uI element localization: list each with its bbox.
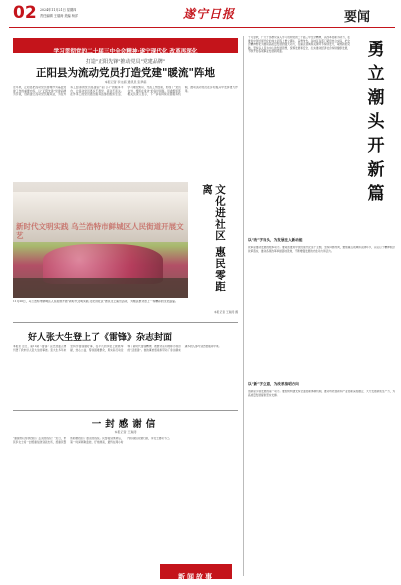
lower-divider [13,322,238,323]
story-2-headline: 好人张大生登上了《雷锋》杂志封面 [28,333,173,343]
right-body-3: 创新是引领发展的第一动力。要加快构建支持全面创新体制机制，推动科技创新和产业创新深度融合，大力发展新质生产力，为高质量发展提供坚实支撑。 [248,390,395,397]
story-2-body: 本报讯 近日，第11期《雷锋》杂志封面人物刊登了我市好人张大生的事迹。张大生多年来坚持学雷锋做好事，在平凡的岗位上默默奉献，热心公益、帮扶困难群众，用实际行动诠释了新时代雷锋精神，被群众亲切地称为身边的“活雷锋”。他的事迹感染和带动了身边越来越多的人参与到志愿服务中来。 [13,345,222,352]
right-headline [353,40,395,220]
policy-banner-text: 学习贯彻党的二十届三中全会精神·遂宁现代化 改革再深化 [53,49,198,55]
page-header [0,0,401,30]
right-column-divider [243,36,244,576]
footer-tag-text: 新闻故事 [178,573,214,581]
header-rule [9,27,395,28]
audience-foreground [13,278,188,298]
photo-credit: 本报记者 王瑞涛 摄 [213,310,238,314]
issue-date: 2024年11月21日 星期四 [40,8,77,12]
story-3-byline: 本报记者 王瑞涛 [114,430,137,434]
footer-tag [160,564,232,579]
policy-banner [13,38,238,53]
lower-divider-2 [13,410,238,411]
right-subhead-1: 以“改”字当头，为发展注入新动能 [248,238,303,242]
stage-banner-text: 新时代文明实践 乌兰浩特市鲜城区人民街道开展文艺 [16,222,184,240]
story-3-body: “谢谢你们帮我找回了丢失的钱包！”近日，市民李女士将一封感谢信送到派出所，感谢民警帮助她找回了遗失的钱包。民警接到求助后，第一时间调取监控，仔细排查，最终在两小时内将钱包完璧归赵，李女士激动不已。 [13,437,172,444]
event-photo [13,182,188,298]
right-headline-text: 勇立潮头开新篇 [363,40,384,208]
photo-side-caption-text: 文化进社区 惠民零距离 [201,184,226,293]
right-subhead-2: 以“新”字立意，为改革指明方向 [248,382,299,386]
photo-caption: 11月20日，乌兰浩特市鲜城区人民街道开展“新时代文明实践·文化进社区”惠民文艺演出活动，为辖区群众送上一场精彩的文化盛宴。 [13,300,178,303]
lead-kicker: 打造"正阳先锋"推动党员"党建品牌" [85,59,166,65]
lead-headline: 正阳县为流动党员打造党建"暖流"阵地 [36,67,215,79]
photo-side-caption [188,182,238,298]
lead-byline: 本报记者 李文娟 通讯员 张翠娟 [104,80,147,84]
editor-line: 责任编辑 王瑞涛 美编 杨洋 [40,14,79,18]
masthead-logo: 遂宁日报 [183,7,236,21]
section-tab [336,6,396,25]
right-intro-body: 十月金秋，广大干部群众深入学习贯彻党的二十届三中全会精神，以改革创新为动力，在推进中国式现代化的伟大征程上勇立潮头、奋勇争先。各地区各部门紧密结合实际，把全会精神转化为推动高质量发展的强大动力，在重点领域和关键环节持续发力，取得新的突破。坚持以人民为中心的发展思想，统筹发展和安全，扎实推动经济社会持续健康发展，不断开创各项事业发展新局面。 [248,36,350,54]
right-body-2: 改革是推动发展的根本动力。要紧扣推进中国式现代化这个主题，坚持问题导向，聚焦重点领域和关键环节，以钉钉子精神抓好改革落实，推动各项改革举措落地见效，不断增强发展的内生动力和活力。 [248,246,395,253]
page-number: 02 [13,3,37,23]
lead-body: 近年来，正阳县把流动党员管理作为基层党建工作的重要内容，以“正阳先锋”党建品牌为引领，创新建立流动党员服务站，为在外务工经商的党员搭建起“家门口”的服务平台，让流动党员离乡不离党、流动不流失。在外务工的党员通过服务站参加组织生活、学习理论知识、交流工作经验，形成了“党员在外、组织在身边”的良好局面。县委组织部相关负责人表示，下一步将持续完善服务机制，推动流动党员在乡村振兴中发挥更大作用。 [13,86,238,97]
story-3-headline: 一封感谢信 [91,419,160,430]
section-title: 要闻 [344,10,371,25]
